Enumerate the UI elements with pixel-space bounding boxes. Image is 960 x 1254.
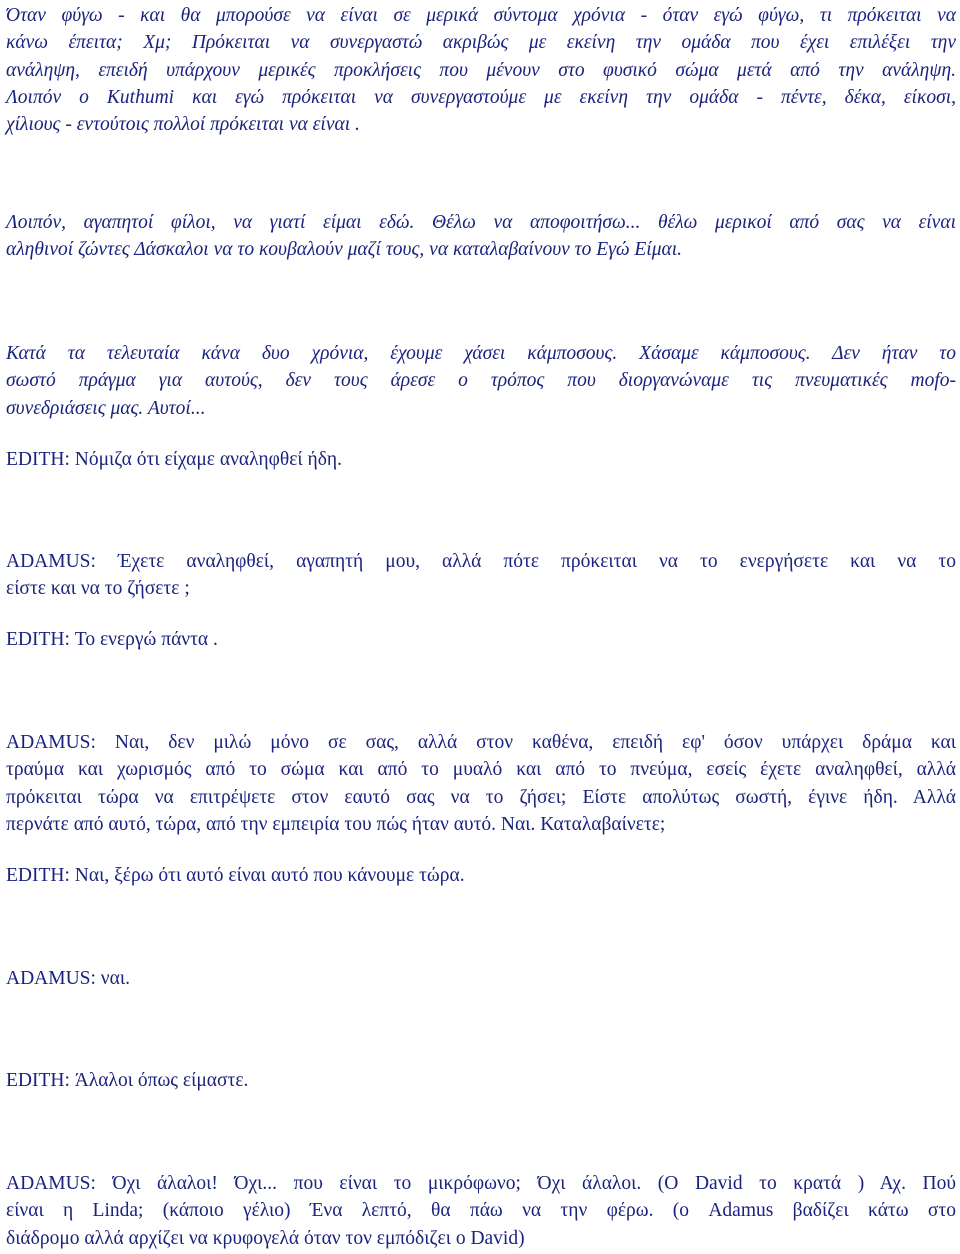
paragraph-edith-4 (6, 1067, 956, 1094)
text-line: EDITH: Νόμιζα ότι είχαμε αναληφθεί ήδη. (6, 449, 342, 470)
paragraph-edith-3 (6, 862, 956, 889)
text-line: EDITH: Άλαλοι όπως είμαστε. (6, 1070, 249, 1091)
paragraph-adamus-2 (6, 729, 956, 838)
text-line: EDITH: Το ενεργώ πάντα . (6, 629, 218, 650)
paragraph-edith-2 (6, 626, 956, 653)
text-line: Λοιπόν ο Kuthumi και εγώ πρόκειται να συνεργαστούμε με εκείνη την ομάδα - πέντε, δέκα, είκοσι, (6, 86, 956, 108)
paragraph-ascension-group (6, 2, 956, 138)
text-line: πρόκειται τώρα να επιτρέψετε στον εαυτό σας να το ζήσει; Είστε απολύτως σωστή, έγινε ήδη. Αλλά (6, 786, 956, 808)
text-line: είναι η Linda; (κάποιο γέλιο) Ένα λεπτό, θα πάω να την φέρω. (ο Adamus βαδίζει κάτω στο (6, 1200, 956, 1222)
text-line: είστε και να το ζήσετε ; (6, 578, 190, 600)
paragraph-adamus-4 (6, 1170, 956, 1252)
paragraph-adamus-1 (6, 548, 956, 603)
text-line: Κατά τα τελευταία κάνα δυο χρόνια, έχουμε χάσει κάμποσους. Χάσαμε κάμποσους. Δεν ήταν το (6, 343, 956, 364)
paragraph-lost-members (6, 340, 956, 422)
paragraph-why-here (6, 209, 956, 264)
text-line: EDITH: Ναι, ξέρω ότι αυτό είναι αυτό που κάνουμε τώρα. (6, 865, 465, 886)
text-line: ανάληψη, επειδή υπάρχουν μερικές προκλήσεις που μένουν στο φυσικό σώμα μετά από την ανάληψη. (6, 59, 956, 81)
text-line: ADAMUS: ναι. (6, 968, 130, 989)
text-line: περνάτε από αυτό, τώρα, από την εμπειρία του πώς ήταν αυτό. Ναι. Καταλαβαίνετε; (6, 813, 666, 835)
text-line: Όταν φύγω - και θα μπορούσε να είναι σε μερικά σύντομα χρόνια - όταν εγώ φύγω, τι πρόκειται να (6, 5, 956, 26)
text-line: Λοιπόν, αγαπητοί φίλοι, να γιατί είμαι εδώ. Θέλω να αποφοιτήσω... θέλω μερικοί από σας να είναι (6, 212, 956, 233)
text-line: ADAMUS: Όχι άλαλοι! Όχι... που είναι το μικρόφωνο; Όχι άλαλοι. (O David το κρατά ) Αχ. Πού (6, 1173, 956, 1194)
text-line: ADAMUS: Ναι, δεν μιλώ μόνο σε σας, αλλά στον καθένα, επειδή εφ' όσον υπάρχει δράμα και (6, 732, 956, 753)
text-line: κάνω έπειτα; Χμ; Πρόκειται να συνεργαστώ ακριβώς με εκείνη την ομάδα που έχει επιλέξει την (6, 32, 956, 54)
text-line: τραύμα και χωρισμός από το σώμα και από το μυαλό και από το πνεύμα, εσείς έχετε αναληφθεί, αλλά (6, 759, 956, 781)
paragraph-adamus-3 (6, 965, 956, 992)
text-line: συνεδριάσεις μας. Αυτοί... (6, 397, 206, 419)
text-line: διάδρομο αλλά αρχίζει να κρυφογελά όταν τον εμπόδιζει ο David) (6, 1227, 525, 1249)
text-line: ADAMUS: Έχετε αναληφθεί, αγαπητή μου, αλλά πότε πρόκειται να το ενεργήσετε και να το (6, 551, 956, 572)
text-line: αληθινοί ζώντες Δάσκαλοι να το κουβαλούν μαζί τους, να καταλαβαίνουν το Εγώ Είμαι. (6, 239, 683, 261)
paragraph-edith-1 (6, 446, 956, 473)
text-line: χίλιους - εντούτοις πολλοί πρόκειται να είναι . (6, 114, 360, 136)
text-line: σωστό πράγμα για αυτούς, δεν τους άρεσε ο τρόπος που διοργανώναμε τις πνευματικές mofo- (6, 370, 956, 392)
